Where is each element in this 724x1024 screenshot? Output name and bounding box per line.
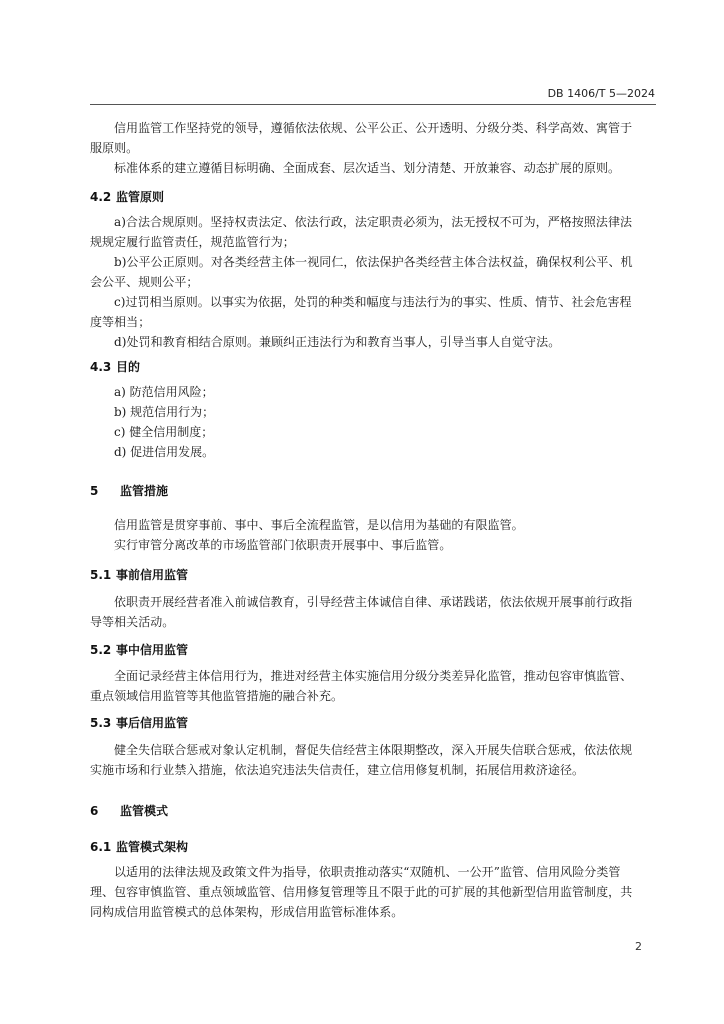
section-5-2-body xyxy=(90,666,656,706)
section-number: 6 xyxy=(90,804,99,818)
section-title: 监管原则 xyxy=(116,190,165,204)
section-5-1-heading xyxy=(90,566,188,583)
list-item: b) 规范信用行为； xyxy=(114,405,215,419)
section-5-2-heading xyxy=(90,641,188,658)
section-5-3-heading xyxy=(90,714,188,731)
section-number: 5 xyxy=(90,484,99,498)
section-6-heading xyxy=(90,802,168,819)
text-line: 重点领域信用监管等其他监管措施的融合补充。 xyxy=(90,689,344,703)
section-5-body xyxy=(90,515,656,555)
section-number: 4.2 xyxy=(90,190,112,204)
text-line: 服原则。 xyxy=(90,141,139,155)
list-item: c) 健全信用制度； xyxy=(114,425,214,439)
text-line: 标准体系的建立遵循目标明确、全面成套、层次适当、划分清楚、开放兼容、动态扩展的原则。 xyxy=(114,161,621,175)
text-line: 全面记录经营主体信用行为，推进对经营主体实施信用分级分类差异化监管，推动包容审慎监管、 xyxy=(114,669,633,683)
text-line: 规规定履行监管责任，规范监管行为； xyxy=(90,235,295,249)
section-6-1-body xyxy=(90,862,656,922)
text-line: 会公平、规则公平； xyxy=(90,275,199,289)
section-title: 目的 xyxy=(116,360,141,374)
section-4-2-body xyxy=(90,212,656,352)
section-4-2-heading xyxy=(90,188,164,205)
text-line: 以适用的法律法规及政策文件为指导，依职责推动落实“双随机、一公开”监管、信用风险分类管 xyxy=(114,865,621,879)
page-number: 2 xyxy=(635,940,642,953)
text-line: b)公平公正原则。对各类经营主体一视同仁，依法保护各类经营主体合法权益，确保权利公平、机 xyxy=(114,255,633,269)
section-title: 监管模式 xyxy=(120,804,169,818)
text-line: c)过罚相当原则。以事实为依据，处罚的种类和幅度与违法行为的事实、性质、情节、社会危害程 xyxy=(114,295,632,309)
section-5-3-body xyxy=(90,740,656,780)
text-line: 导等相关活动。 xyxy=(90,615,175,629)
section-number: 5.1 xyxy=(90,568,112,582)
text-line: 实施市场和行业禁入措施，依法追究违法失信责任，建立信用修复机制，拓展信用救济途径。 xyxy=(90,763,585,777)
text-line: d)处罚和教育相结合原则。兼顾纠正违法行为和教育当事人，引导当事人自觉守法。 xyxy=(114,335,561,349)
document-code: DB 1406/T 5—2024 xyxy=(547,87,655,100)
section-number: 4.3 xyxy=(90,360,112,374)
section-number: 6.1 xyxy=(90,840,112,854)
list-item: a) 防范信用风险； xyxy=(114,385,214,399)
text-line: 度等相当； xyxy=(90,315,151,329)
text-line: 健全失信联合惩戒对象认定机制，督促失信经营主体限期整改，深入开展失信联合惩戒，依法依规 xyxy=(114,743,633,757)
section-5-heading xyxy=(90,482,168,499)
text-line: 信用监管是贯穿事前、事中、事后全流程监管，是以信用为基础的有限监管。 xyxy=(114,518,524,532)
section-title: 事中信用监管 xyxy=(116,643,189,657)
text-line: 同构成信用监管模式的总体架构，形成信用监管标准体系。 xyxy=(90,905,404,919)
section-title: 监管模式架构 xyxy=(116,840,189,854)
text-line: 实行审管分离改革的市场监管部门依职责开展事中、事后监管。 xyxy=(114,538,452,552)
section-title: 监管措施 xyxy=(120,484,169,498)
section-4-3-list xyxy=(114,382,214,462)
section-title: 事前信用监管 xyxy=(116,568,189,582)
text-line: 依职责开展经营者准入前诚信教育，引导经营主体诚信自律、承诺践诺，依法依规开展事前行政指 xyxy=(114,595,633,609)
intro-paragraph-2 xyxy=(90,158,656,178)
section-6-1-heading xyxy=(90,838,188,855)
text-line: 理、包容审慎监管、重点领域监管、信用修复管理等且不限于此的可扩展的其他新型信用监管制度，共 xyxy=(90,885,633,899)
section-title: 事后信用监管 xyxy=(116,716,189,730)
text-line: 信用监管工作坚持党的领导，遵循依法依规、公平公正、公开透明、分级分类、科学高效、寓管于 xyxy=(114,121,633,135)
intro-paragraph-1 xyxy=(90,118,656,158)
text-line: a)合法合规原则。坚持权责法定、依法行政，法定职责必须为，法无授权不可为，严格按照法律法 xyxy=(114,215,633,229)
section-number: 5.2 xyxy=(90,643,112,657)
section-4-3-heading xyxy=(90,358,140,375)
section-number: 5.3 xyxy=(90,716,112,730)
list-item: d) 促进信用发展。 xyxy=(114,445,215,459)
section-5-1-body xyxy=(90,592,656,632)
header-rule xyxy=(90,104,656,105)
